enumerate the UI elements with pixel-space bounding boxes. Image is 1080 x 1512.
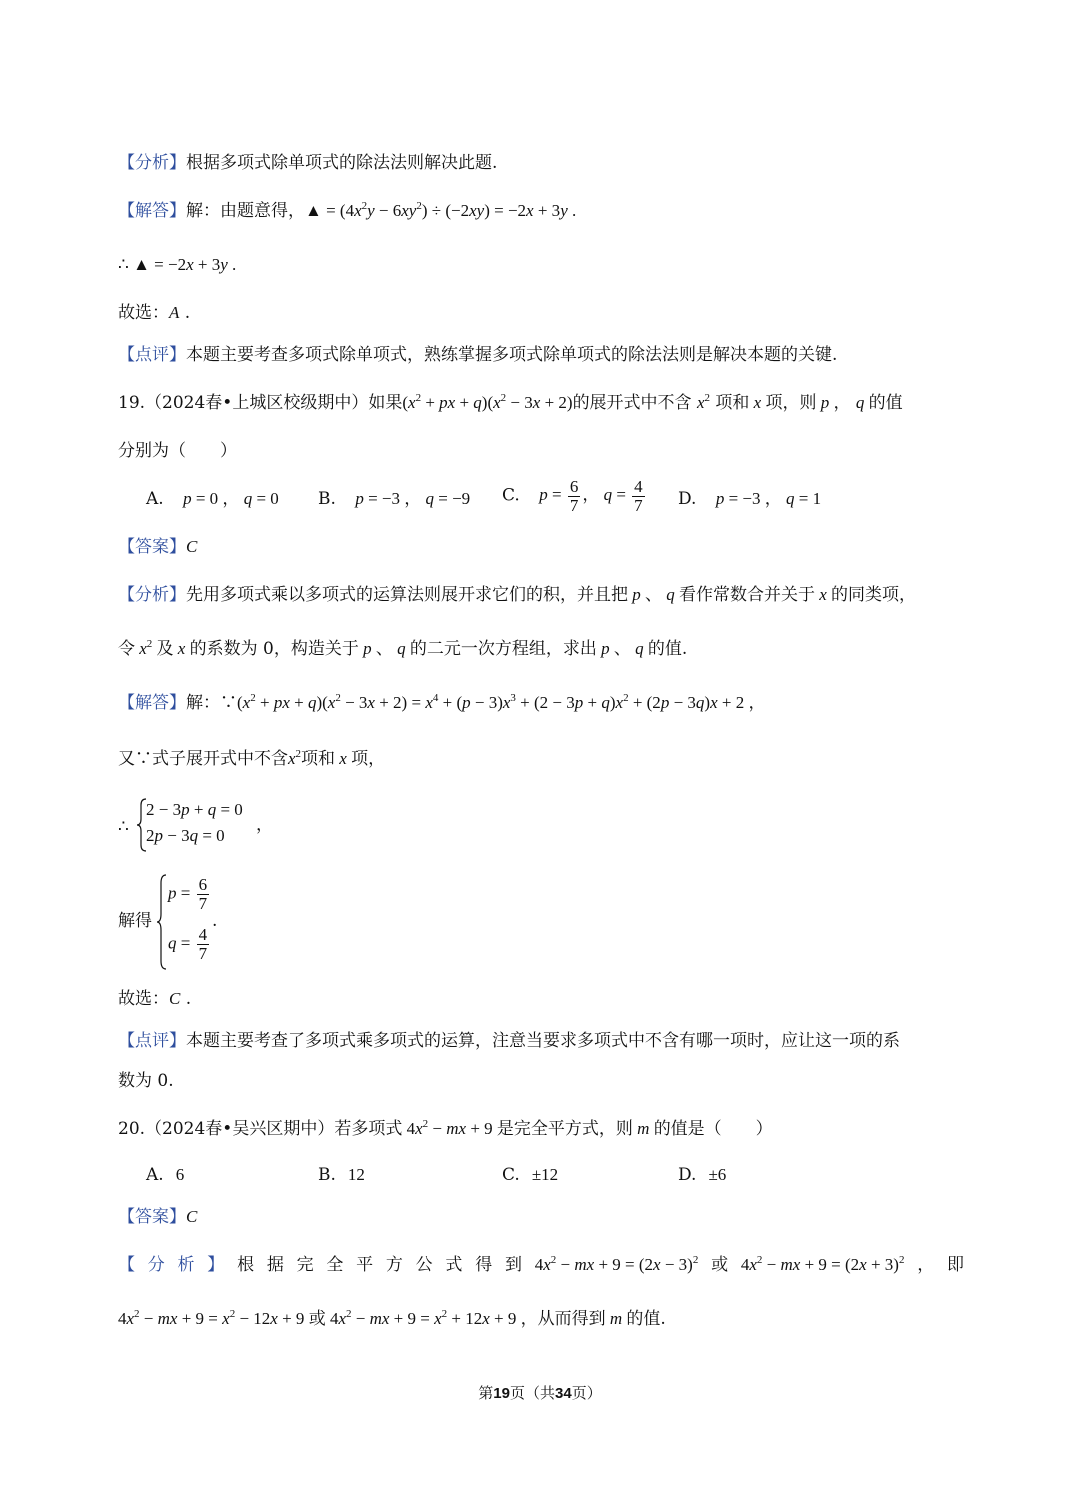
q18-comment xyxy=(118,342,964,368)
solution-row-p: p = $\frac{6}{7}$ xyxy=(168,875,208,913)
ie-text: 即 xyxy=(947,1255,964,1275)
q20-options xyxy=(146,1162,946,1192)
q18-result: ▲ = −2x + 3y . xyxy=(128,255,237,274)
q20-analysis-tail: 的值. xyxy=(626,1309,666,1329)
q19-stem-text-1: 如果 xyxy=(368,393,403,413)
q19-option-a[interactable] xyxy=(146,486,279,512)
therefore-symbol: ∴ xyxy=(118,255,129,275)
q19-analysis-text-1: 先用多项式乘以多项式的运算法则展开求它们的积，并且把 xyxy=(186,585,628,605)
q19-stem-text-2: 的展开式中不含 xyxy=(572,393,692,413)
q19-choice-letter: C xyxy=(169,989,181,1008)
q19-stem: 19.（2024春•上城区校级期中）如果($x^2$ + px + $q)(x^2 - 3x + 2)$的展开式中不含 $x^2$ 项和 x 项，则 p ， q 的值 xyxy=(118,392,903,413)
analysis-char: 式 xyxy=(445,1255,463,1275)
q19-comment-text-1: 本题主要考查了多项式乘多项式的运算，注意当要求多项式中不含有哪一项时，应让这一项的系 xyxy=(186,1031,900,1051)
q19-analysis-line2: 令 $x^2$ 及 x 的系数为 0，构造关于 p 、 q 的二元一次方程组，求出 p 、 q 的值. xyxy=(118,638,688,659)
q19-stem-text-5: 的值 xyxy=(868,393,903,413)
analysis-char: 平 xyxy=(356,1255,374,1275)
analysis-tag-part: 析 xyxy=(177,1255,195,1275)
option-value: p = $\frac{6}{7}$ ， q = $\frac{4}{7}$ xyxy=(539,477,643,515)
choice-prefix: 故选： xyxy=(118,989,169,1009)
q19-since-text-3: 项， xyxy=(351,749,386,769)
option-value: ±6 xyxy=(708,1165,727,1184)
option-label: D. xyxy=(678,489,697,509)
option-label: A. xyxy=(146,489,164,509)
q19-equation-system: ∴ 2 − 3p + q = 0 2p − 3q = 0 ， xyxy=(118,796,318,856)
q20-expression: $4x^2$ − mx + 9 xyxy=(402,1118,497,1138)
q19-answer xyxy=(118,534,964,560)
comment-tag: 【点评】 xyxy=(118,345,186,365)
q19-option-c[interactable] xyxy=(502,478,647,515)
q20-stem: 20.（2024春•吴兴区期中）若多项式 $4x^2$ − mx + 9 是完全平方式，则 m 的值是（ ） xyxy=(118,1118,773,1139)
analysis-tag-part: 【 xyxy=(118,1255,135,1275)
solution-row-q: q = $\frac{4}{7}$ xyxy=(168,925,208,963)
q18-choice: 故选：A . xyxy=(118,303,191,323)
q19-analysis-text-5: 及 xyxy=(156,639,174,659)
q19-comment-line2 xyxy=(118,1068,964,1094)
q20-source: （2024春•吴兴区期中） xyxy=(145,1119,335,1139)
option-label: B. xyxy=(318,489,336,509)
analysis-char: 公 xyxy=(415,1255,433,1275)
answer-tag: 【答案】 xyxy=(118,537,186,557)
answer-tag: 【答案】 xyxy=(118,1207,186,1227)
q19-stem-text-3: 项和 xyxy=(715,393,750,413)
option-label: B. xyxy=(318,1165,336,1185)
q20-analysis-line2: $4x^2$ − mx + $9 = x^2 - 12x + 9$ 或 $4x^2$ − mx + $9 = x^2 + 12x + 9$ ，从而得到 m 的值. xyxy=(118,1308,666,1329)
total-pages: 34 xyxy=(555,1385,572,1402)
q20-analysis-end: ，从而得到 xyxy=(520,1309,606,1329)
q19-solution-system: 解得 p = $\frac{6}{7}$ q = $\frac{4}{7}$ . xyxy=(118,872,318,972)
q19-analysis-text-6: 的系数为 0，构造关于 xyxy=(189,639,359,659)
option-value: p = −3 ， q = 1 xyxy=(715,489,822,508)
q19-answer-value: C xyxy=(186,537,198,556)
analysis-char: 据 xyxy=(266,1255,284,1275)
q19-stem-text-4: 项，则 xyxy=(765,393,817,413)
analysis-char: 方 xyxy=(385,1255,403,1275)
option-label: D. xyxy=(678,1165,697,1185)
q19-since-text-1: 又∵式子展开式中不含 xyxy=(118,749,288,769)
solve-label: 解得 xyxy=(118,911,152,931)
q20-expansion-2: $4x^2$ − mx + $9 = x^2 + 12x + 9$ xyxy=(325,1308,521,1328)
choice-prefix: 故选： xyxy=(118,303,169,323)
q19-analysis-text-3: 的同类项， xyxy=(831,585,917,605)
q20-option-d[interactable] xyxy=(678,1162,726,1188)
q19-analysis-text-8: 的值. xyxy=(647,639,688,659)
q19-option-b[interactable] xyxy=(318,486,470,512)
option-value: ±12 xyxy=(531,1165,559,1184)
footer-mid: 页（共 xyxy=(509,1384,555,1402)
q20-identity-2: $4x^2$ − mx + $9 = (2x + 3)^2$ xyxy=(740,1254,905,1274)
option-value: p = 0 ， q = 0 xyxy=(183,489,279,508)
q19-expansion: ($x^2$ + px + $q)(x^2 - 3x + 2) = x^4 + (p - 3)x^3 + (2 - 3p + q)x^2 + (2p - 3q)x + 2$ ， xyxy=(237,692,766,712)
solution-tag: 【解答】 xyxy=(118,693,186,713)
q19-analysis: 【分析】先用多项式乘以多项式的运算法则展开求它们的积，并且把 p 、 q 看作常数合并关于 x 的同类项， xyxy=(118,585,917,605)
or-text: 或 xyxy=(711,1255,729,1275)
page-footer xyxy=(0,1382,1080,1405)
option-value: 12 xyxy=(347,1165,365,1184)
q18-choice-letter: A xyxy=(169,303,180,322)
analysis-char: 全 xyxy=(326,1255,344,1275)
q20-answer xyxy=(118,1204,964,1230)
q18-analysis xyxy=(118,150,964,176)
q19-solution xyxy=(118,690,964,716)
q19-analysis-text-2: 看作常数合并关于 xyxy=(679,585,815,605)
q20-expansion-1: $4x^2$ − mx + $9 = x^2 - 12x + 9$ xyxy=(118,1308,309,1328)
q19-choice: 故选：C . xyxy=(118,989,192,1009)
q20-analysis: 【 分 析 】 根 据 完 全 平 方 公 式 得 到 $4x^2$ − mx + $9 = (2x - 3)^2$ 或 $4x^2$ − mx + $9 = (2x + 3)^2$ ， 即 xyxy=(118,1252,964,1278)
equation-row-2: 2p − 3q = 0 xyxy=(146,826,225,845)
option-label: C. xyxy=(502,1165,520,1185)
q20-stem-text-2: 是完全平方式，则 xyxy=(496,1119,633,1139)
analysis-char: 到 xyxy=(504,1255,522,1275)
q19-source: （2024春•上城区校级期中） xyxy=(145,393,369,413)
analysis-tag: 【分析】 xyxy=(118,153,186,173)
q19-analysis-text-7: 的二元一次方程组，求出 xyxy=(409,639,597,659)
q19-since: 又∵式子展开式中不含$x^2$项和 x 项， xyxy=(118,748,386,769)
q18-solution-equation: ▲ = $(4x^2y - 6xy^2) \div (-2xy) = -2x + 3y$ . xyxy=(305,200,577,220)
q19-comment-text-2: 数为 0. xyxy=(118,1071,174,1091)
analysis-tag-part: 】 xyxy=(207,1255,225,1275)
q19-analysis-text-4: 令 xyxy=(118,639,135,659)
q19-since-text-2: 项和 xyxy=(301,749,336,769)
q20-option-a[interactable] xyxy=(146,1162,184,1188)
q20-number: 20. xyxy=(118,1119,146,1139)
equation-row-1: 2 − 3p + q = 0 xyxy=(146,800,243,819)
analysis-char: 根 xyxy=(237,1255,255,1275)
q20-identity-1: $4x^2$ − mx + $9 = (2x - 3)^2$ xyxy=(534,1254,699,1274)
footer-suffix: 页） xyxy=(571,1384,602,1402)
left-brace-icon xyxy=(156,874,168,970)
analysis-tag: 【分析】 xyxy=(118,585,186,605)
analysis-tag-part: 分 xyxy=(147,1255,165,1275)
q18-therefore xyxy=(118,252,964,278)
q19-options xyxy=(146,478,946,526)
q19-solution-prefix: 解：∵ xyxy=(186,693,237,713)
q18-solution xyxy=(118,198,964,224)
q18-comment-text: 本题主要考查多项式除单项式，熟练掌握多项式除单项式的除法法则是解决本题的关键. xyxy=(186,345,838,365)
q19-expression: ($x^2$ + px + $q)(x^2 - 3x + 2)$ xyxy=(402,392,573,412)
solution-tag: 【解答】 xyxy=(118,201,186,221)
or-text: 或 xyxy=(308,1309,326,1329)
q20-stem-text-1: 若多项式 xyxy=(334,1119,403,1139)
footer-prefix: 第 xyxy=(478,1384,494,1402)
q19-option-d[interactable] xyxy=(678,486,821,512)
analysis-char: 得 xyxy=(475,1255,493,1275)
q20-answer-value: C xyxy=(186,1207,198,1226)
q18-analysis-text: 根据多项式除单项式的除法法则解决此题. xyxy=(186,153,498,173)
q19-stem-line2 xyxy=(118,438,964,464)
q20-option-c[interactable] xyxy=(502,1162,558,1188)
option-value: p = −3 ， q = −9 xyxy=(355,489,471,508)
comment-tag: 【点评】 xyxy=(118,1031,186,1051)
q19-stem-line2-text: 分别为（ ） xyxy=(118,441,237,461)
option-label: A. xyxy=(146,1165,164,1185)
page-number: 19 xyxy=(493,1385,510,1402)
q19-number: 19. xyxy=(118,393,146,413)
q20-option-b[interactable] xyxy=(318,1162,365,1188)
q20-stem-text-3: 的值是（ ） xyxy=(653,1119,773,1139)
q19-comment xyxy=(118,1028,964,1054)
option-label: C. xyxy=(502,485,520,506)
q18-solution-prefix: 解：由题意得， xyxy=(186,201,305,221)
option-value: 6 xyxy=(175,1165,185,1184)
therefore-symbol: ∴ xyxy=(118,817,129,837)
analysis-char: 完 xyxy=(296,1255,314,1275)
